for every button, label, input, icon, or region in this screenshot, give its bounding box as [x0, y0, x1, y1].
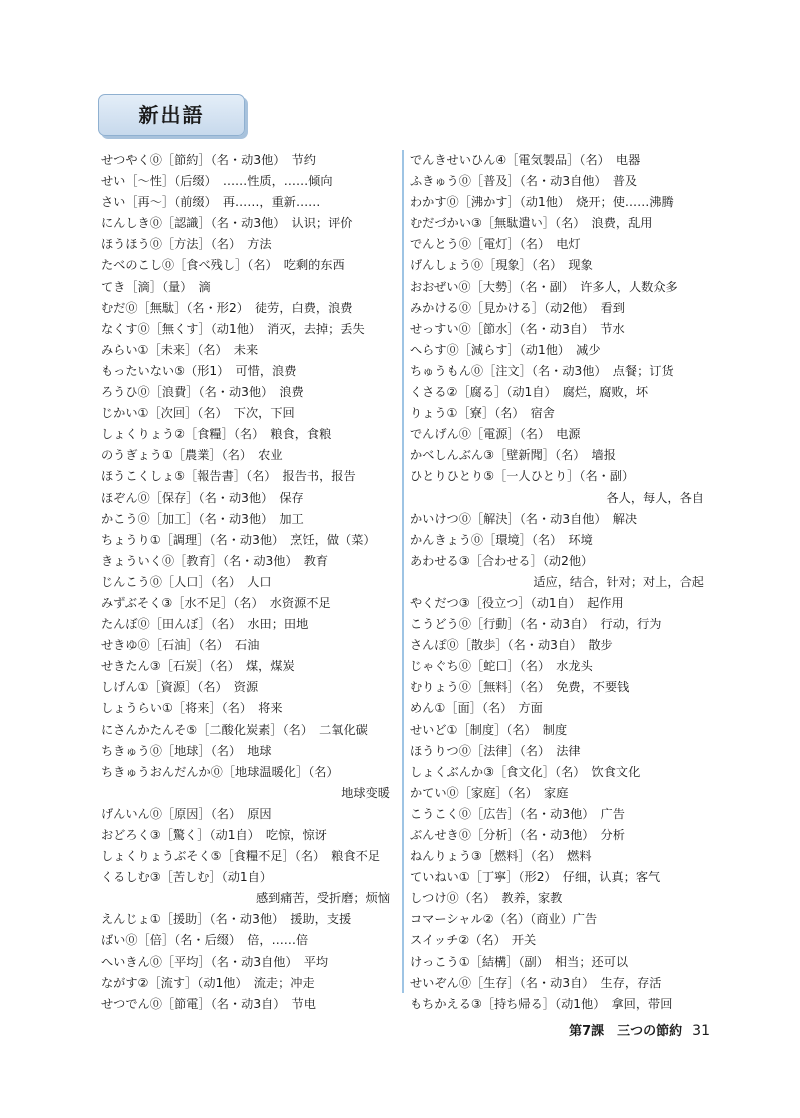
vocab-entry: せっすい⓪［節水］（名・动3自） 节水 — [410, 321, 625, 336]
section-title-box — [98, 94, 245, 136]
vocab-entry: かんきょう⓪［環境］（名） 环境 — [410, 532, 593, 547]
vocab-entry: くるしむ③［苦しむ］（动1自） — [101, 870, 273, 885]
vocab-entry: かてい⓪［家庭］（名） 家庭 — [410, 785, 569, 800]
vocab-entry: しょくぶんか③［食文化］（名） 饮食文化 — [410, 764, 641, 779]
vocab-entry: さんぽ⓪［散歩］（名・动3自） 散步 — [410, 638, 613, 653]
vocab-entry: こうこく⓪［広告］（名・动3他） 广告 — [410, 806, 625, 821]
vocab-entry: のうぎょう①［農業］（名） 农业 — [101, 448, 283, 463]
vocab-entry: ながす②［流す］（动1他） 流走；冲走 — [101, 975, 315, 990]
vocab-entry: くさる②［腐る］（动1自） 腐烂，腐败，坏 — [410, 385, 649, 400]
vocab-entry: けっこう①［結構］（副） 相当；还可以 — [410, 954, 629, 969]
vocab-entry-continuation: 地球变暖 — [341, 785, 390, 800]
vocab-entry: むだづかい③［無駄遣い］（名） 浪费，乱用 — [410, 216, 653, 231]
vocab-column-left — [101, 150, 396, 1015]
vocab-entry: ほうほう⓪［方法］（名） 方法 — [101, 237, 272, 252]
vocab-entry: ちょうり①［調理］（名・动3他） 烹饪，做（菜） — [101, 532, 376, 547]
vocab-entry: やくだつ③［役立つ］（动1自） 起作用 — [410, 595, 624, 610]
vocab-entry: ぶんせき⓪［分析］（名・动3他） 分析 — [410, 828, 625, 842]
vocab-entry: しょくりょうぶそく⑤［食糧不足］（名） 粮食不足 — [101, 849, 381, 864]
vocab-entry: ばい⓪［倍］（名・后缀） 倍，……倍 — [101, 933, 309, 948]
vocab-entry: せきたん③［石炭］（名） 煤，煤炭 — [101, 659, 295, 674]
vocab-entry-continuation: 感到痛苦，受折磨；烦恼 — [255, 891, 390, 906]
vocab-entry: じゃぐち⓪［蛇口］（名） 水龙头 — [410, 659, 593, 674]
vocab-entry: もちかえる③［持ち帰る］（动1他） 拿回，带回 — [410, 996, 673, 1011]
vocab-entry: げんしょう⓪［現象］（名） 现象 — [410, 258, 593, 273]
vocab-entry: にさんかたんそ⑤［二酸化炭素］（名） 二氧化碳 — [101, 722, 368, 737]
vocab-entry: みかける⓪［見かける］（动2他） 看到 — [410, 300, 625, 315]
vocab-entry: せつやく⓪［節約］（名・动3他） 节约 — [101, 153, 316, 167]
vocab-entry: たんぼ⓪［田んぼ］（名） 水田；田地 — [101, 617, 309, 632]
vocab-entry: かべしんぶん③［壁新聞］（名） 墙报 — [410, 448, 616, 463]
vocab-entry: しょうらい①［将来］（名） 将来 — [101, 701, 283, 716]
vocab-entry: ちきゅうおんだんか⓪［地球温暖化］（名） — [101, 764, 339, 779]
vocab-entry: あわせる③［合わせる］（动2他） — [410, 553, 594, 568]
vocab-entry: おどろく③［驚く］（动1自） 吃惊，惊讶 — [101, 828, 327, 842]
vocab-entry: こうどう⓪［行動］（名・动3自） 行动，行为 — [410, 617, 662, 632]
vocab-entry-continuation: 各人，每人，各自 — [606, 490, 704, 505]
vocab-entry: へらす⓪［減らす］（动1他） 减少 — [410, 342, 601, 357]
vocab-entry: せいど①［制度］（名） 制度 — [410, 722, 568, 737]
vocab-entry: ろうひ⓪［浪費］（名・动3他） 浪费 — [101, 385, 304, 400]
vocab-entry: さい［再～］（前缀） 再……，重新…… — [101, 195, 321, 210]
vocab-entry: もったいない⑤（形1） 可惜，浪费 — [101, 363, 297, 378]
page-number: 31 — [692, 1023, 710, 1039]
vocab-entry: むりょう⓪［無料］（名） 免费，不要钱 — [410, 680, 630, 695]
vocab-entry: りょう①［寮］（名） 宿舍 — [410, 406, 555, 421]
vocab-entry: でんとう⓪［電灯］（名） 电灯 — [410, 237, 581, 252]
section-title: 新出語 — [138, 103, 205, 127]
vocab-entry: でんげん⓪［電源］（名） 电源 — [410, 427, 581, 442]
vocab-entry: げんいん⓪［原因］（名） 原因 — [101, 806, 272, 821]
vocab-entry: きょういく⓪［教育］（名・动3他） 教育 — [101, 553, 329, 568]
vocab-entry: たべのこし⓪［食べ残し］（名） 吃剩的东西 — [101, 258, 345, 273]
vocab-entry: コマーシャル②（名）（商业）广告 — [410, 912, 598, 927]
vocab-entry: でんきせいひん④［電気製品］（名） 电器 — [410, 153, 641, 167]
vocab-entry: しげん①［資源］（名） 资源 — [101, 680, 259, 695]
vocab-entry: じんこう⓪［人口］（名） 人口 — [101, 574, 272, 589]
lesson-title: 第7課 三つの節約 — [569, 1024, 683, 1039]
page-footer — [530, 1020, 710, 1039]
vocab-entry: わかす⓪［沸かす］（动1他） 烧开；使……沸腾 — [410, 195, 674, 210]
vocab-entry: むだ⓪［無駄］（名・形2） 徒劳，白费，浪费 — [101, 300, 353, 315]
vocab-entry: ほうこくしょ⑤［報告書］（名） 报告书，报告 — [101, 469, 356, 484]
vocab-entry: めん①［面］（名） 方面 — [410, 701, 543, 716]
vocab-entry: ていねい①［丁寧］（形2） 仔细，认真；客气 — [410, 870, 661, 885]
vocab-entry: かいけつ⓪［解決］（名・动3自他） 解决 — [410, 511, 638, 526]
vocab-entry: じかい①［次回］（名） 下次，下回 — [101, 406, 295, 421]
vocab-entry: ちゅうもん⓪［注文］（名・动3他） 点餐；订货 — [410, 363, 674, 378]
vocab-entry: しつけ⓪（名） 教养，家教 — [410, 891, 563, 906]
vocab-entry: せい［～性］（后缀） ……性质，……倾向 — [101, 174, 333, 189]
vocab-entry: かこう⓪［加工］（名・动3他） 加工 — [101, 511, 304, 526]
vocab-entry: みらい①［未来］（名） 未来 — [101, 342, 259, 357]
vocab-entry: にんしき⓪［認識］（名・动3他） 认识；评价 — [101, 216, 353, 231]
vocab-entry: なくす⓪［無くす］（动1他） 消灭，去掉；丢失 — [101, 321, 365, 336]
vocab-entry: ねんりょう③［燃料］（名） 燃料 — [410, 849, 592, 864]
vocab-entry: みずぶそく③［水不足］（名） 水资源不足 — [101, 595, 331, 610]
vocab-entry: ほうりつ⓪［法律］（名） 法律 — [410, 743, 581, 758]
vocab-entry: スイッチ②（名） 开关 — [410, 933, 537, 948]
column-divider — [402, 150, 404, 993]
vocab-entry: てき［滴］（量） 滴 — [101, 279, 211, 294]
vocab-entry: ふきゅう⓪［普及］（名・动3自他） 普及 — [410, 174, 638, 189]
vocab-entry: せいぞん⓪［生存］（名・动3自） 生存，存活 — [410, 975, 662, 990]
vocab-entry: おおぜい⓪［大勢］（名・副） 许多人，人数众多 — [410, 279, 678, 294]
vocab-entry-continuation: 适应，结合，针对；对上，合起 — [533, 574, 704, 589]
vocab-entry: ひとりひとり⑤［一人ひとり］（名・副） — [410, 469, 635, 484]
vocab-entry: ちきゅう⓪［地球］（名） 地球 — [101, 743, 272, 758]
vocab-entry: ほぞん⓪［保存］（名・动3他） 保存 — [101, 490, 304, 505]
vocab-column-right — [410, 150, 710, 1015]
vocab-entry: せきゆ⓪［石油］（名） 石油 — [101, 638, 260, 653]
vocab-entry: へいきん⓪［平均］（名・动3自他） 平均 — [101, 954, 329, 969]
vocab-entry: しょくりょう②［食糧］（名） 粮食，食粮 — [101, 427, 332, 442]
vocab-entry: えんじょ①［援助］（名・动3他） 援助，支援 — [101, 912, 352, 927]
vocab-entry: せつでん⓪［節電］（名・动3自） 节电 — [101, 996, 316, 1011]
